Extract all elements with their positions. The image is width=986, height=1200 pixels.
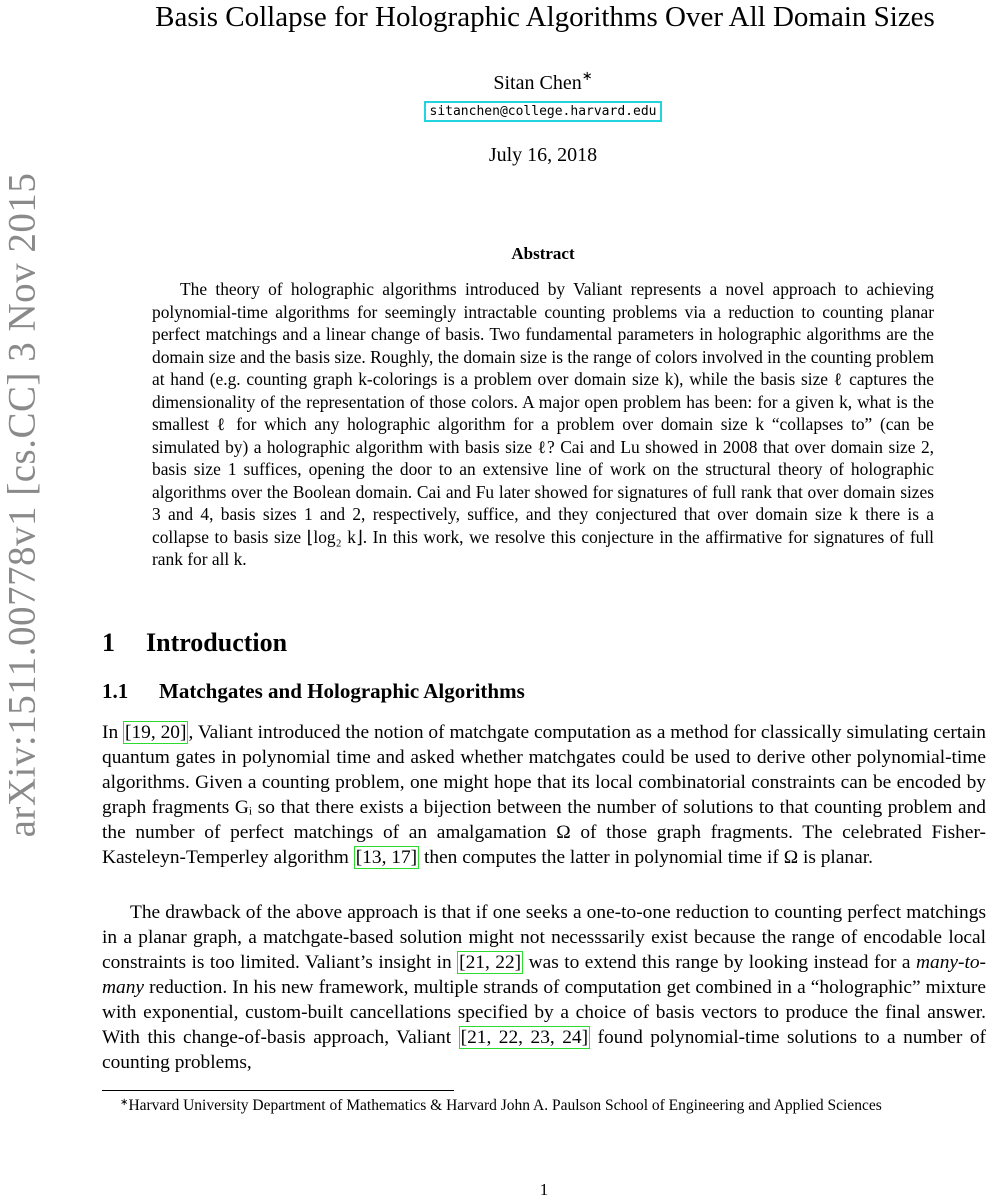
- section-number: 1: [102, 628, 115, 657]
- author-footnote-mark: ∗: [581, 68, 593, 84]
- author-line: [102, 68, 984, 95]
- subsection-number: 1.1: [102, 679, 129, 703]
- text-run: In: [102, 722, 124, 743]
- author-email-container: [102, 100, 984, 122]
- arxiv-identifier-stamp: arXiv:1511.00778v1 [cs.CC] 3 Nov 2015: [0, 172, 44, 838]
- paper-date: July 16, 2018: [488, 144, 598, 166]
- author-email-link[interactable]: sitanchen@college.harvard.edu: [424, 101, 663, 122]
- footnote-text: Harvard University Department of Mathematics & Harvard John A. Paulson School of Engineering and Applied Sciences: [128, 1097, 882, 1114]
- citation-link[interactable]: [21, 22]: [459, 952, 522, 973]
- text-run: then computes the latter in polynomial time if Ω is planar.: [419, 847, 873, 868]
- text-run: The drawback of the above approach is that if one seeks a one-to-one reduction to counting perfect matchings in a planar graph, a matchgate-based solution might not necesssarily exist because the range of encodable local constraints is too limited. Valiant’s insight in: [102, 902, 986, 973]
- citation-link[interactable]: [13, 17]: [355, 847, 418, 868]
- abstract-heading: Abstract: [511, 244, 575, 263]
- page-number: 1: [539, 1180, 549, 1199]
- text-run: was to extend this range by looking instead for a: [523, 952, 916, 973]
- citation-link[interactable]: [19, 20]: [125, 722, 187, 743]
- subsection-title: Matchgates and Holographic Algorithms: [159, 679, 525, 703]
- text-run: found polynomial-time solutions to a number of counting problems,: [102, 1027, 986, 1073]
- citation-link[interactable]: [21, 22, 23, 24]: [460, 1027, 589, 1048]
- intro-paragraph-2: [102, 900, 986, 1075]
- section-1-heading: [102, 628, 287, 658]
- text-run: reduction. In his new framework, multiple strands of computation get combined in a “holographic” mixture with exponential, custom-built cancellations specified by a choice of basis vectors to produce the final answer. With this change-of-basis approach, Valiant: [102, 977, 986, 1048]
- paper-title: Basis Collapse for Holographic Algorithms Over All Domain Sizes: [155, 1, 935, 33]
- subsection-1-1-heading: [102, 679, 525, 704]
- intro-paragraph-1: [102, 720, 986, 870]
- emphasis-text: many-to-many: [102, 952, 986, 998]
- footnote-divider: [102, 1090, 454, 1091]
- section-title: Introduction: [146, 628, 288, 657]
- author-name: Sitan Chen: [493, 72, 582, 94]
- text-run: , Valiant introduced the notion of matchgate computation as a method for classically simulating certain quantum gates in polynomial time and asked whether matchgates could be used to derive other polynomial-time algorithms. Given a counting problem, one might hope that its local combinatorial constraints can be encoded by graph fragments Gᵢ so that there exists a bijection between the number of solutions to that counting problem and the number of perfect matchings of an amalgamation Ω of those graph fragments. The celebrated Fisher-Kasteleyn-Temperley algorithm: [102, 722, 986, 868]
- footnote-mark: ∗: [120, 1096, 129, 1108]
- footnote: [102, 1095, 986, 1116]
- abstract-body: The theory of holographic algorithms introduced by Valiant represents a novel approach to achieving polynomial-time algorithms for seemingly intractable counting problems via a reduction to counting planar perfect matchings and a linear change of basis. Two fundamental parameters in holographic algorithms are the domain size and the basis size. Roughly, the domain size is the range of colors involved in the counting problem at hand (e.g. counting graph k-colorings is a problem over domain size k), while the basis size ℓ captures the dimensionality of the representation of those colors. A major open problem has been: for a given k, what is the smallest ℓ for which any holographic algorithm for a problem over domain size k “collapses to” (can be simulated by) a holographic algorithm with basis size ℓ? Cai and Lu showed in 2008 that over domain size 2, basis size 1 suffices, opening the door to an extensive line of work on the structural theory of holographic algorithms over the Boolean domain. Cai and Fu later showed for signatures of full rank that over domain sizes 3 and 4, basis sizes 1 and 2, respectively, suffice, and they conjectured that over domain size k there is a collapse to basis size ⌊log₂ k⌋. In this work, we resolve this conjecture in the affirmative for signatures of full rank for all k.: [152, 279, 934, 569]
